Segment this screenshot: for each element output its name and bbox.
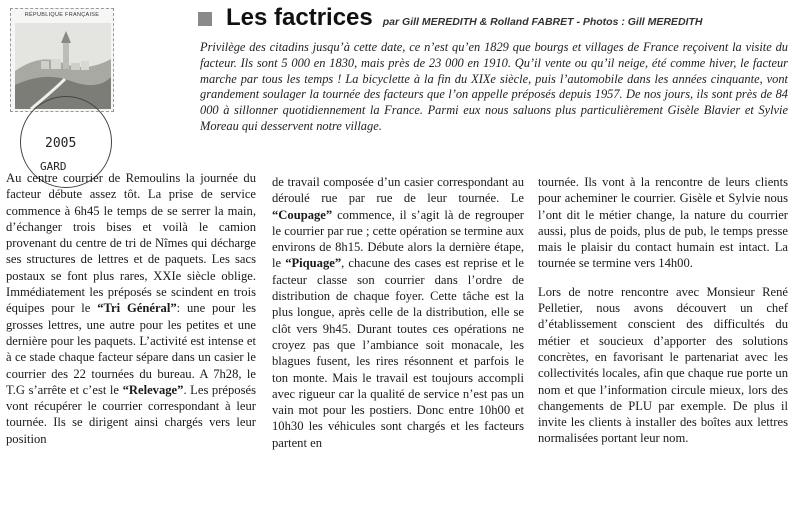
section-square-icon xyxy=(198,12,212,26)
col2-paragraph xyxy=(272,174,524,451)
col1-text-a: Au centre courrier de Remoulins la journée du facteur débute assez tôt. La prise de service commence à 6h45 le temps de se serrer la main, d’échanger trois bises et voilà le camion provenant du centre de tri de Nîmes qui décharge ses structures de lettres et de paquets. Les sacs postaux se font plus rares, XXIe siècle oblige. Immédiatement les préposés se scindent en trois équipes pour le xyxy=(6,171,256,316)
postmark-year: 2005 xyxy=(45,136,77,151)
col2-text-a: de travail composée d’un casier correspondant au déroulé rue par rue de leur tournée. Le xyxy=(272,175,524,206)
body-column-2 xyxy=(272,174,524,451)
col1-text-c: . Les préposés vont récupérer le courrier correspondant à leur tournée. Ils se dirigent ainsi chargés vers leur position xyxy=(6,382,257,446)
col1-paragraph xyxy=(6,170,256,447)
col2-text-c: , chacune des cases est reprise et le facteur classe son courrier dans l’ordre de distribution de chaque foyer. Cette tâche est la plus longue, après celle de la distribution, elle se clôt vers 9h45. Durant toutes ces opérations ne croyez pas que l’ambiance soit monacale, les blagues fusent, les rires résonnent et parfois le ton monte. Mais le travail est toujours accompli avec rigueur car la qualité de service n’est pas un vain mot pour les postiers. Donc entre 10h00 et 10h30 les véhicules sont chargés et les facteurs partent en xyxy=(272,256,524,450)
col3-paragraph-1: tournée. Ils vont à la rencontre de leurs clients pour acheminer le courrier. Gisèle et Sylvie nous l’ont dit le métier change, la nature du courrier aussi, plus de poids, plus de pub, le temps presse mais le plaisir du contact humain est intact. La tournée se termine vers 14h00. xyxy=(538,175,788,271)
col3-paragraph-2: Lors de notre rencontre avec Monsieur René Pelletier, nous avons découvert un chef d’établissement conscient des difficultés du métier et soucieux d’apporter des solutions concrètes, en favorisant le partenariat avec les collectivités locales, afin que chaque rue porte un nom et que l’information circule mieux, lors des changements de PLU par exemple. De plus il invite les clients à installer des boîtes aux lettres normalisées portant leur nom. xyxy=(538,284,788,446)
article-intro: Privilège des citadins jusqu’à cette date, ce n’est qu’en 1829 que bourgs et villages de France reçoivent la visite du facteur. Ils sont 5 000 en 1830, mais près de 23 000 en 1910. Qu’il vente ou qu’il neige, été comme hiver, le facteur marche par tous les temps ! La bicyclette à la fin du XIXe siècle, puis l’automobile dans les années cinquante, vont grandement soulager la tournée des facteurs que l’on appelle préposés depuis 1957. De nos jours, ils sont près de 84 000 à sillonner quotidiennement la France. Parmi eux nous saluons plus particulièrement Gisèle Blavier et Sylvie Moreau qui desservent notre village. xyxy=(200,40,788,133)
col2-text-b: commence, il s’agit là de regrouper le courrier par rue ; cette opération se termine aux environs de 8h15. Débute alors la dernière étape, le xyxy=(272,207,524,271)
col1-text-b: : une pour les grosses lettres, une autre pour les petites et une dernière pour les paquets. L’activité est intense et à ce stade chaque facteur sépare dans un casier le courrier des 22 tournées du bureau. A 7h28, le T.G s’arrête et c’est le xyxy=(6,301,256,397)
article-title: Les factrices xyxy=(226,4,373,31)
term-tri-general: “Tri Général” xyxy=(97,301,177,316)
term-piquage: “Piquage” xyxy=(285,256,342,271)
term-relevage: “Relevage” xyxy=(122,382,184,397)
article-header xyxy=(198,4,798,38)
term-coupage: “Coupage” xyxy=(272,207,333,222)
article-byline: par Gill MEREDITH & Rolland FABRET - Photos : Gill MEREDITH xyxy=(382,16,703,28)
postmark-department: GARD xyxy=(40,160,67,173)
body-column-1 xyxy=(6,170,256,447)
body-column-3 xyxy=(538,174,788,447)
stamp-caption: RÉPUBLIQUE FRANÇAISE xyxy=(24,12,100,18)
